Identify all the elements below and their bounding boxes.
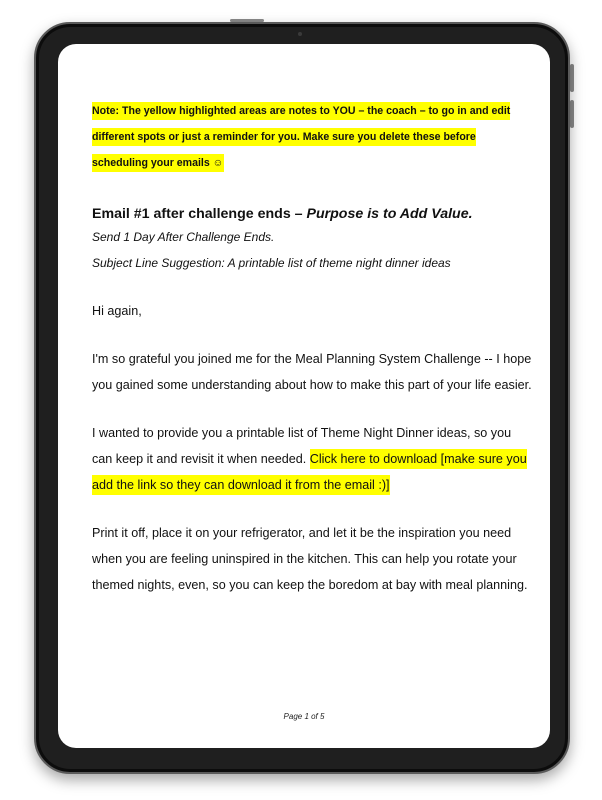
send-timing: Send 1 Day After Challenge Ends. <box>92 230 275 244</box>
download-link-highlight[interactable]: Click here to download [make sure you add the link so they can download it from the email :)] <box>92 449 527 495</box>
greeting: Hi again, <box>92 304 142 318</box>
coach-note-block <box>92 98 532 176</box>
paragraph-printable <box>92 420 532 498</box>
email-heading-purpose: Purpose is to Add Value. <box>306 206 473 222</box>
subject-line: Subject Line Suggestion: A printable list of theme night dinner ideas <box>92 256 451 270</box>
paragraph-inspiration: Print it off, place it on your refrigerator, and let it be the inspiration you need when you are feeling uninspired in the kitchen. This can help you rotate your themed nights, even, so you can keep the boredom at bay with meal planning. <box>92 526 528 592</box>
coach-note: Note: The yellow highlighted areas are notes to YOU – the coach – to go in and edit different spots or just a reminder for you. Make sure you delete these before scheduling your emails ☺ <box>92 102 510 172</box>
page-number: Page 1 of 5 <box>283 712 325 721</box>
email-heading-title: Email #1 after challenge ends – <box>92 206 307 222</box>
paragraph-printable-lead: I wanted to provide you a printable list of Theme Night Dinner ideas, so you can keep it and revisit it when needed. <box>92 426 512 466</box>
document-page <box>92 98 532 598</box>
volume-down-button <box>570 100 574 128</box>
volume-up-button <box>570 64 574 92</box>
email-heading <box>92 204 532 224</box>
tablet-screen <box>58 44 550 748</box>
camera-icon <box>298 32 302 36</box>
paragraph-gratitude: I'm so grateful you joined me for the Meal Planning System Challenge -- I hope you gained some understanding about how to make this part of your life easier. <box>92 352 532 392</box>
